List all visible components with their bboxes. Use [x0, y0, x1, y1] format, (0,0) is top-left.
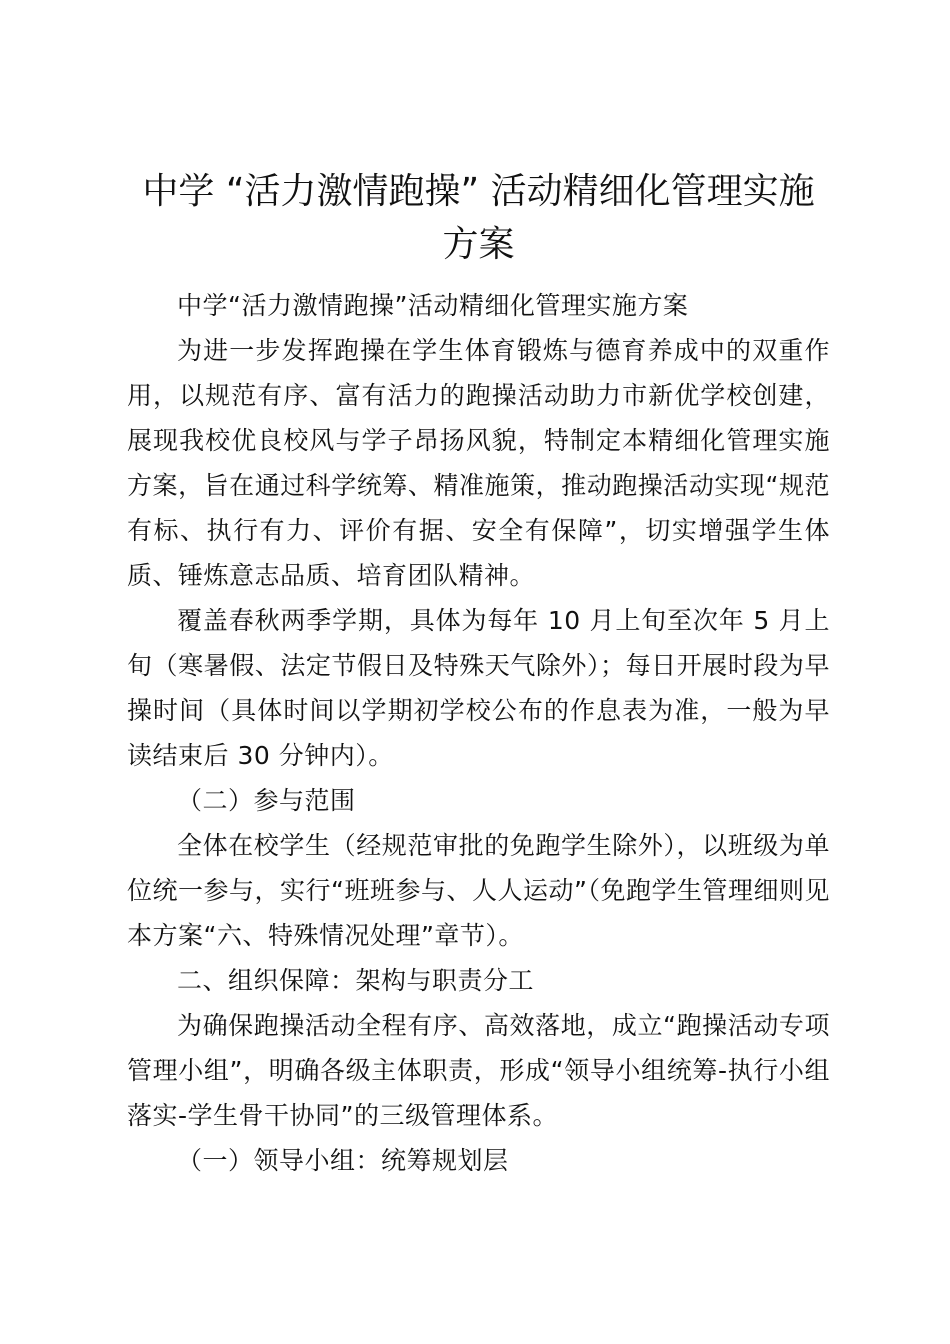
document-body — [127, 283, 830, 1183]
paragraph-intro: 为进一步发挥跑操在学生体育锻炼与德育养成中的双重作用，以规范有序、富有活力的跑操活动助力市新优学校创建，展现我校优良校风与学子昂扬风貌，特制定本精细化管理实施方案，旨在通过科学统筹、精准施策，推动跑操活动实现“规范有标、执行有力、评价有据、安全有保障”，切实增强学生体质、锤炼意志品质、培育团队精神。 — [127, 336, 830, 590]
paragraph-participation: 全体在校学生（经规范审批的免跑学生除外），以班级为单位统一参与，实行“班班参与、人人运动”（免跑学生管理细则见本方案“六、特殊情况处理”章节）。 — [127, 831, 830, 950]
paragraph-subtitle: 中学“活力激情跑操”活动精细化管理实施方案 — [177, 291, 689, 320]
section-heading-leadership: （一）领导小组：统筹规划层 — [177, 1146, 509, 1175]
paragraph-time-scope: 覆盖春秋两季学期，具体为每年 10 月上旬至次年 5 月上旬（寒暑假、法定节假日及特殊天气除外）；每日开展时段为早操时间（具体时间以学期初学校公布的作息表为准，一般为早读结束后 30 分钟内）。 — [127, 606, 830, 770]
section-heading-organization: 二、组织保障：架构与职责分工 — [177, 966, 535, 995]
section-heading-participation: （二）参与范围 — [177, 786, 356, 815]
paragraph-organization: 为确保跑操活动全程有序、高效落地，成立“跑操活动专项管理小组”，明确各级主体职责，形成“领导小组统筹-执行小组落实-学生骨干协同”的三级管理体系。 — [127, 1011, 830, 1130]
document-title: 中学 “活力激情跑操” 活动精细化管理实施方案 — [142, 171, 815, 265]
